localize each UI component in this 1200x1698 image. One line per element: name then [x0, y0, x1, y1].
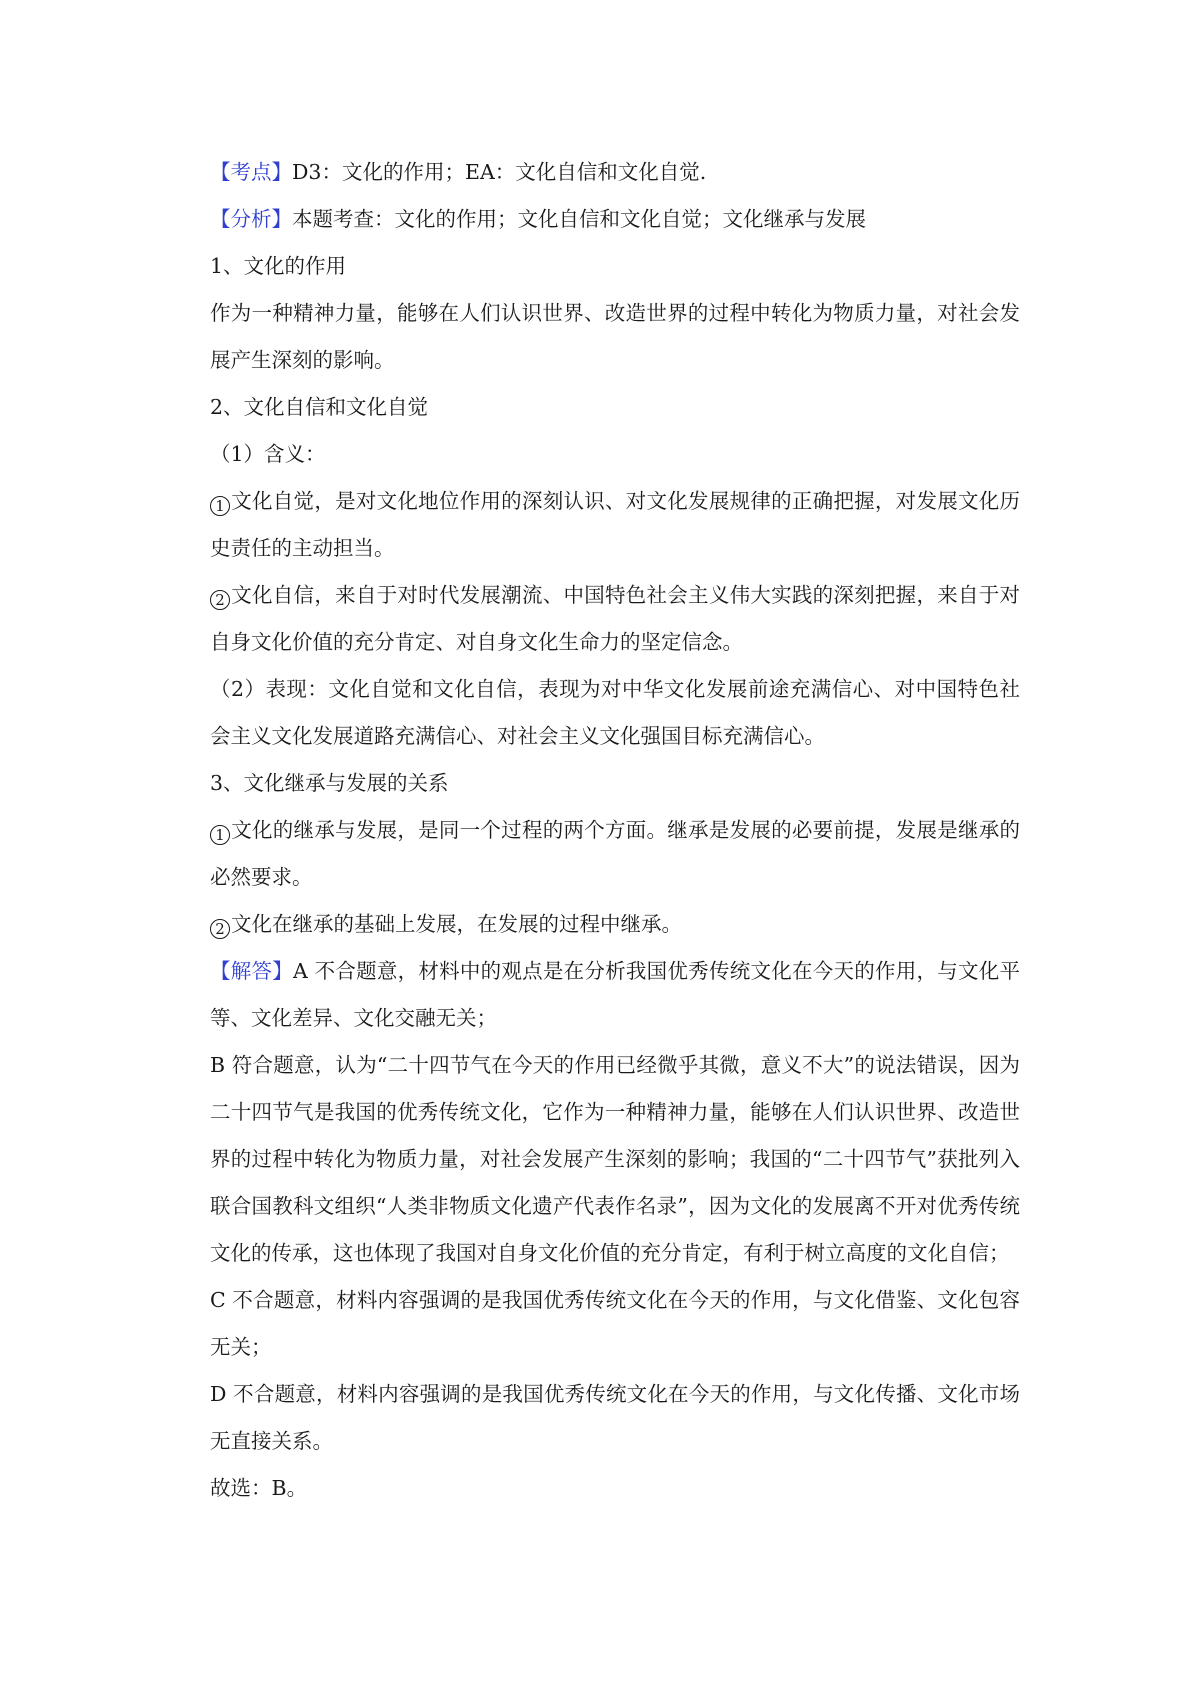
answer-analysis	[210, 149, 1020, 1512]
jieda-option-a: A 不合题意，材料中的观点是在分析我国优秀传统文化在今天的作用，与文化平等、文化差异、文化交融无关；	[210, 959, 1021, 1030]
section-3-item-2-text: 文化在继承的基础上发展，在发展的过程中继承。	[231, 912, 682, 936]
section-3-item-2	[210, 901, 1020, 948]
section-3-item-1	[210, 807, 1020, 901]
section-2-heading: 2、文化自信和文化自觉	[210, 395, 429, 419]
jieda-option-d: D 不合题意，材料内容强调的是我国优秀传统文化在今天的作用，与文化传播、文化市场无直接关系。	[210, 1382, 1020, 1453]
section-1-heading: 1、文化的作用	[210, 254, 347, 278]
section-3-item-1-text: 文化的继承与发展，是同一个过程的两个方面。继承是发展的必要前提，发展是继承的必然要求。	[210, 818, 1020, 889]
circled-number-2: 2	[210, 919, 230, 939]
circled-number-2: 2	[210, 590, 230, 610]
circled-number-1: 1	[210, 825, 230, 845]
section-3-heading: 3、文化继承与发展的关系	[210, 771, 449, 795]
section-2-item-1-text: 文化自觉，是对文化地位作用的深刻认识、对文化发展规律的正确把握，对发展文化历史责任的主动担当。	[210, 489, 1020, 560]
kaodian-text: D3：文化的作用；EA：文化自信和文化自觉.	[292, 160, 707, 184]
section-2-item-2-text: 文化自信，来自于对时代发展潮流、中国特色社会主义伟大实践的深刻把握，来自于对自身文化价值的充分肯定、对自身文化生命力的坚定信念。	[210, 583, 1020, 654]
section-2-item-2	[210, 572, 1020, 666]
section-2-item-1	[210, 478, 1020, 572]
fenxi-text: 本题考查：文化的作用；文化自信和文化自觉；文化继承与发展	[292, 207, 866, 231]
kaodian-line	[210, 149, 1020, 196]
fenxi-tag: 【分析】	[210, 207, 292, 231]
section-1-body: 作为一种精神力量，能够在人们认识世界、改造世界的过程中转化为物质力量，对社会发展产生深刻的影响。	[210, 301, 1020, 372]
jieda-tag: 【解答】	[210, 959, 294, 983]
circled-number-1: 1	[210, 496, 230, 516]
fenxi-line	[210, 196, 1020, 243]
kaodian-tag: 【考点】	[210, 160, 292, 184]
jieda-line	[210, 948, 1020, 1042]
jieda-option-b: B 符合题意，认为“二十四节气在今天的作用已经微乎其微，意义不大”的说法错误，因为二十四节气是我国的优秀传统文化，它作为一种精神力量，能够在人们认识世界、改造世界的过程中转化为物质力量，对社会发展产生深刻的影响；我国的“二十四节气”获批列入联合国教科文组织“人类非物质文化遗产代表作名录”，因为文化的发展离不开对优秀传统文化的传承，这也体现了我国对自身文化价值的充分肯定，有利于树立高度的文化自信；	[210, 1053, 1020, 1265]
section-2-sub-2: （2）表现：文化自觉和文化自信，表现为对中华文化发展前途充满信心、对中国特色社会主义文化发展道路充满信心、对社会主义文化强国目标充满信心。	[210, 677, 1020, 748]
final-answer: 故选：B。	[210, 1476, 308, 1500]
jieda-option-c: C 不合题意，材料内容强调的是我国优秀传统文化在今天的作用，与文化借鉴、文化包容无关；	[210, 1288, 1020, 1359]
section-2-sub-1: （1）含义：	[210, 442, 326, 466]
